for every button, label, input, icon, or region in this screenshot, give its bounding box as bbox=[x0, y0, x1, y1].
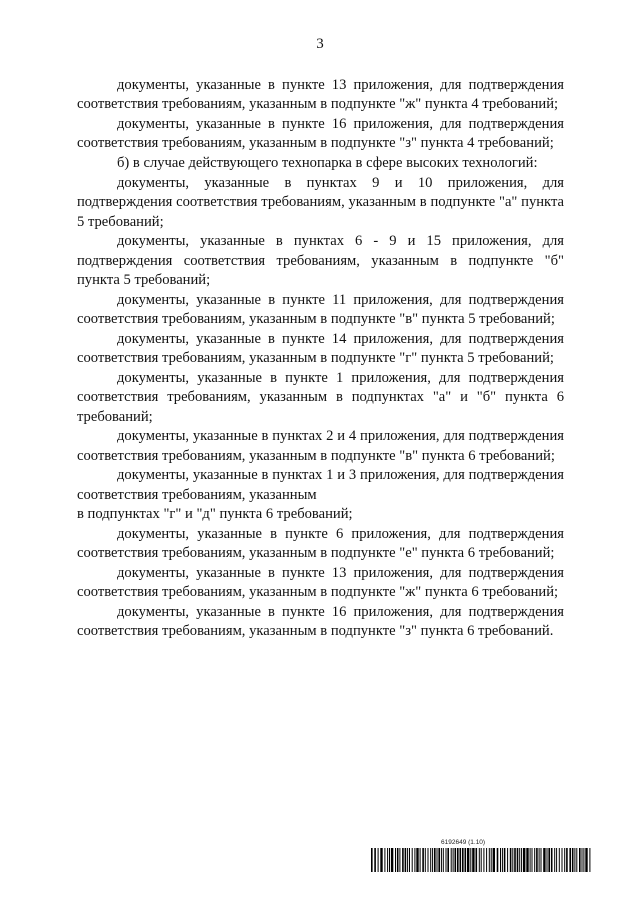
barcode-image bbox=[371, 848, 591, 872]
paragraph: документы, указанные в пункте 16 приложения, для подтверждения соответствия требованиям, указанным в подпункте "з" пункта 6 требований. bbox=[77, 604, 564, 640]
document-code: 6192649 (1.10) bbox=[441, 839, 486, 846]
paragraph-continuation: в подпунктах "г" и "д" пункта 6 требований; bbox=[77, 506, 353, 523]
paragraph: документы, указанные в пункте 13 приложения, для подтверждения соответствия требованиям, указанным в подпункте "ж" пункта 6 требований; bbox=[77, 564, 564, 601]
page-number: 3 bbox=[316, 36, 324, 52]
paragraph: документы, указанные в пункте 16 приложения, для подтверждения соответствия требованиям, указанным в подпункте "з" пункта 4 требований; bbox=[77, 116, 564, 152]
paragraph: документы, указанные в пункте 6 приложения, для подтверждения соответствия требованиям, указанным в подпункте "е" пункта 6 требований; bbox=[77, 525, 564, 562]
paragraph: документы, указанные в пункте 1 приложения, для подтверждения соответствия требованиям, указанным в подпунктах "а" и "б" пункта 6 требований; bbox=[77, 369, 564, 425]
paragraph: документы, указанные в пунктах 2 и 4 приложения, для подтверждения соответствия требованиям, указанным в подпункте "в" пункта 6 требований; bbox=[77, 428, 564, 464]
document-body bbox=[77, 76, 564, 642]
paragraph: документы, указанные в пункте 11 приложения, для подтверждения соответствия требованиям, указанным в подпункте "в" пункта 5 требований; bbox=[77, 291, 564, 328]
paragraph: документы, указанные в пунктах 1 и 3 приложения, для подтверждения соответствия требованиям, указанным bbox=[77, 467, 564, 503]
paragraph: документы, указанные в пунктах 6 - 9 и 15 приложения, для подтверждения соответствия требованиям, указанным в подпункте "б" пункта 5 требований; bbox=[77, 233, 564, 288]
paragraph: документы, указанные в пункте 14 приложения, для подтверждения соответствия требованиям, указанным в подпункте "г" пункта 5 требований; bbox=[77, 330, 564, 367]
paragraph: б) в случае действующего технопарка в сфере высоких технологий: bbox=[117, 155, 538, 172]
paragraph: документы, указанные в пункте 13 приложения, для подтверждения соответствия требованиям, указанным в подпункте "ж" пункта 4 требований; bbox=[77, 77, 564, 113]
paragraph: документы, указанные в пунктах 9 и 10 приложения, для подтверждения соответствия требованиям, указанным в подпункте "а" пункта 5 требований; bbox=[77, 174, 564, 230]
